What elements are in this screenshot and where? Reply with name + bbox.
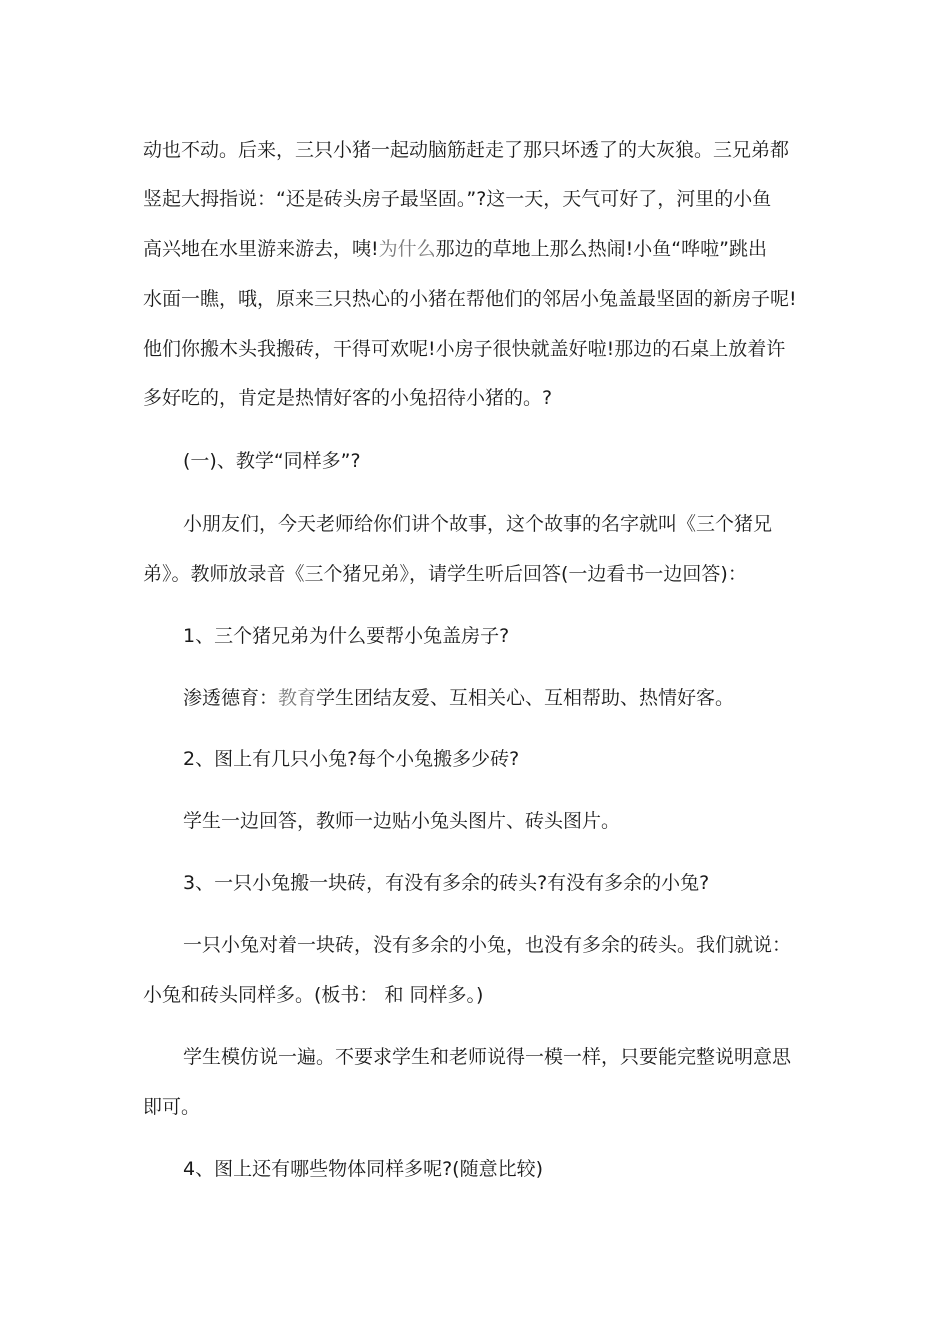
imitate-line-1: 学生模仿说一遍。不要求学生和老师说得一模一样，只要能完整说明意思 [183, 1046, 792, 1068]
story-line-4: 水面一瞧，哦，原来三只热心的小猪在帮他们的邻居小兔盖最坚固的新房子呢! [143, 288, 797, 310]
answer-3-line-2: 小兔和砖头同样多。(板书： 和 同样多。) [143, 984, 484, 1006]
question-2: 2、图上有几只小兔?每个小兔搬多少砖? [183, 748, 520, 770]
imitate-line-2: 即可。 [143, 1096, 201, 1118]
intro-line-1: 小朋友们，今天老师给你们讲个故事，这个故事的名字就叫《三个猪兄 [183, 513, 773, 535]
answer-3-line-1: 一只小兔对着一块砖，没有多余的小兔，也没有多余的砖头。我们就说： [183, 934, 792, 956]
question-3: 3、一只小兔搬一块砖，有没有多余的砖头?有没有多余的小兔? [183, 872, 710, 894]
story-line-1: 动也不动。后来，三只小猪一起动脑筋赶走了那只坏透了的大灰狼。三兄弟都 [143, 139, 790, 161]
story-line-5: 他们你搬木头我搬砖，干得可欢呢!小房子很快就盖好啦!那边的石桌上放着许 [143, 338, 786, 360]
education-link[interactable]: 教育 [278, 687, 317, 709]
moral-suffix: 学生团结友爱、互相关心、互相帮助、热情好客。 [316, 687, 735, 709]
answer-2: 学生一边回答，教师一边贴小兔头图片、砖头图片。 [183, 810, 621, 832]
story-line-3-end: 那边的草地上那么热闹!小鱼“哗啦”跳出 [435, 238, 767, 260]
question-4: 4、图上还有哪些物体同样多呢?(随意比较) [183, 1158, 543, 1180]
section-heading: (一)、教学“同样多”? [183, 450, 361, 472]
moral-prefix: 渗透德育： [183, 687, 279, 709]
story-line-2: 竖起大拇指说：“还是砖头房子最坚固。”?这一天，天气可好了，河里的小鱼 [143, 188, 772, 210]
story-line-3-start: 高兴地在水里游来游去，咦! [143, 238, 379, 260]
story-line-6: 多好吃的，肯定是热情好客的小兔招待小猪的。? [143, 387, 553, 409]
moral-line [183, 686, 734, 710]
story-line-3 [143, 237, 767, 261]
question-1: 1、三个猪兄弟为什么要帮小兔盖房子? [183, 625, 510, 647]
why-link[interactable]: 为什么 [378, 238, 436, 260]
intro-line-2: 弟》。教师放录音《三个猪兄弟》，请学生听后回答(一边看书一边回答)： [143, 563, 747, 585]
